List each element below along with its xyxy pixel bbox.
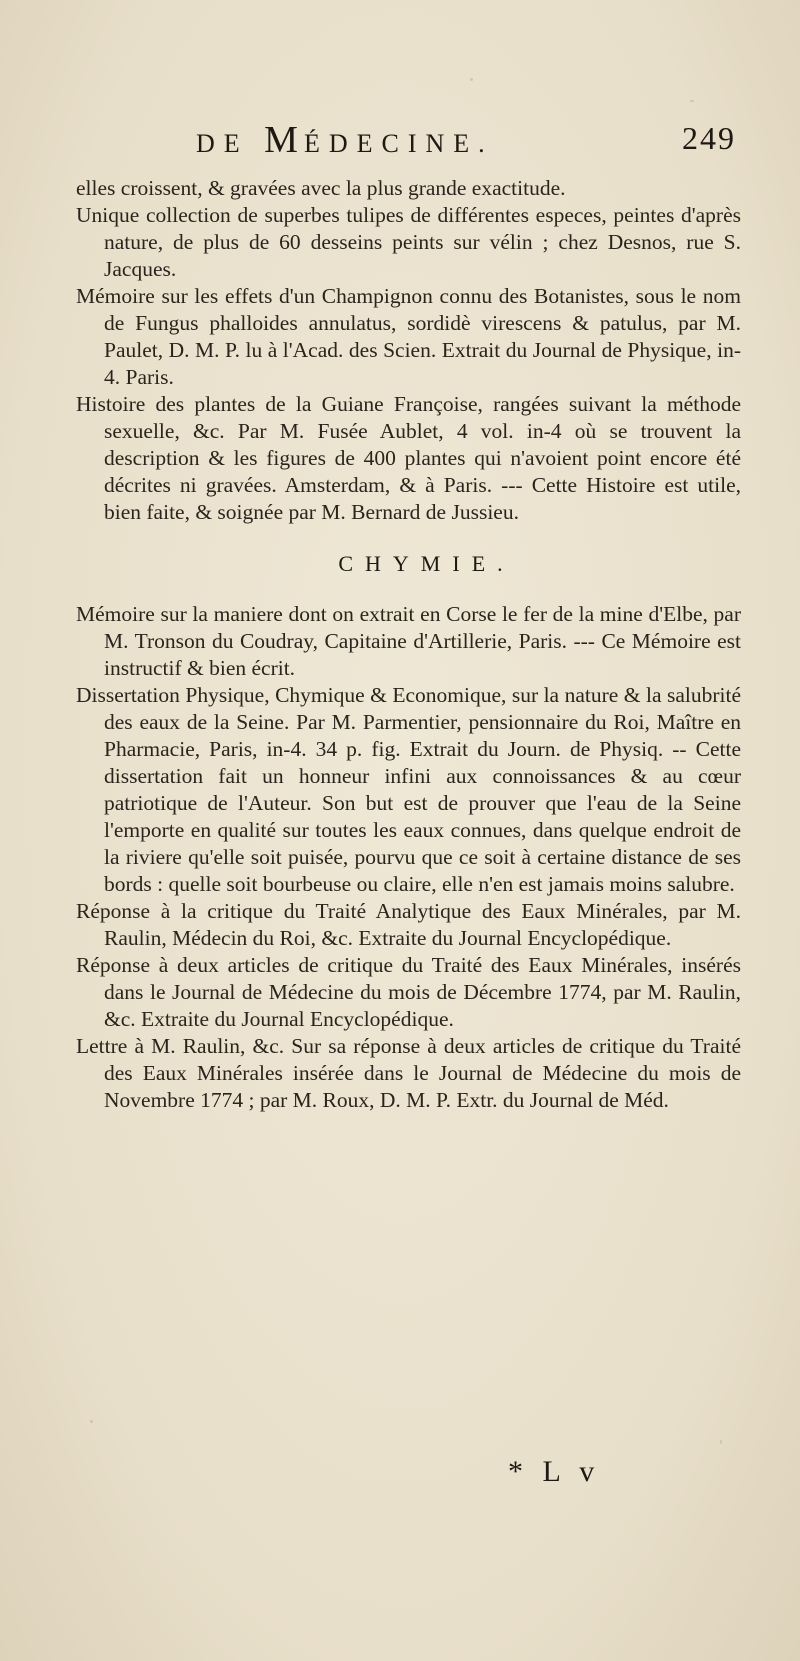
running-head-title: DE MÉDECINE. bbox=[196, 119, 494, 161]
bibliography-entry: elles croissent, & gravées avec la plus grande exactitude. bbox=[76, 176, 566, 200]
bibliography-entry: Réponse à la critique du Traité Analytique des Eaux Minérales, par M. Raulin, Médecin du Roi, &c. Extraite du Journal Encyclopédique. bbox=[76, 899, 741, 950]
bibliography-entry: Mémoire sur la maniere dont on extrait en Corse le fer de la mine d'Elbe, par M. Tronson du Coudray, Capitaine d'Artillerie, Paris. --- Ce Mémoire est instructif & bien écrit. bbox=[76, 602, 741, 680]
bibliography-entry: Unique collection de superbes tulipes de différentes especes, peintes d'après nature, de plus de 60 desseins peints sur vélin ; chez Desnos, rue S. Jacques. bbox=[76, 203, 741, 281]
bibliography-entry: Dissertation Physique, Chymique & Economique, sur la nature & la salubrité des eaux de la Seine. Par M. Parmentier, pensionnaire du Roi, Maître en Pharmacie, Paris, in-4. 34 p. fig. Extrait du Journ. de Physiq. -- Cette dissertation fait un honneur infini aux connoissances & au cœur patriotique de l'Auteur. Son but est de prouver que l'eau de la Seine l'emporte en qualité sur toutes les eaux connues, dans quelque endroit de la riviere qu'elle soit puisée, pourvu que ce soit à certaine distance de ses bords : quelle soit bourbeuse ou claire, elle n'en est jamais moins salubre. bbox=[76, 683, 741, 896]
page-number: 249 bbox=[682, 120, 736, 156]
catchword: * L v bbox=[508, 1455, 601, 1488]
bibliography-entry: Réponse à deux articles de critique du Traité des Eaux Minérales, insérés dans le Journal de Médecine du mois de Décembre 1774, par M. Raulin, &c. Extraite du Journal Encyclopédique. bbox=[76, 953, 741, 1031]
section-heading: CHYMIE. bbox=[338, 551, 515, 576]
bibliography-entry: Histoire des plantes de la Guiane Françoise, rangées suivant la méthode sexuelle, &c. Par M. Fusée Aublet, 4 vol. in-4 où se trouvent la description & les figures de 400 plantes qui n'avoient point encore été décrites ni gravées. Amsterdam, & à Paris. --- Cette Histoire est utile, bien faite, & soignée par M. Bernard de Jussieu. bbox=[76, 392, 741, 524]
running-head-initial: M bbox=[264, 119, 304, 161]
bibliography-entry: Lettre à M. Raulin, &c. Sur sa réponse à deux articles de critique du Traité des Eaux Minérales insérée dans le Journal de Médecine du mois de Novembre 1774 ; par M. Roux, D. M. P. Extr. du Journal de Méd. bbox=[76, 1034, 741, 1112]
page-body bbox=[76, 175, 741, 1114]
bibliography-entry: Mémoire sur les effets d'un Champignon connu des Botanistes, sous le nom de Fungus phalloides annulatus, sordidè virescens & patulus, par M. Paulet, D. M. P. lu à l'Acad. des Scien. Extrait du Journal de Physique, in-4. Paris. bbox=[76, 284, 741, 389]
running-head bbox=[196, 118, 736, 162]
